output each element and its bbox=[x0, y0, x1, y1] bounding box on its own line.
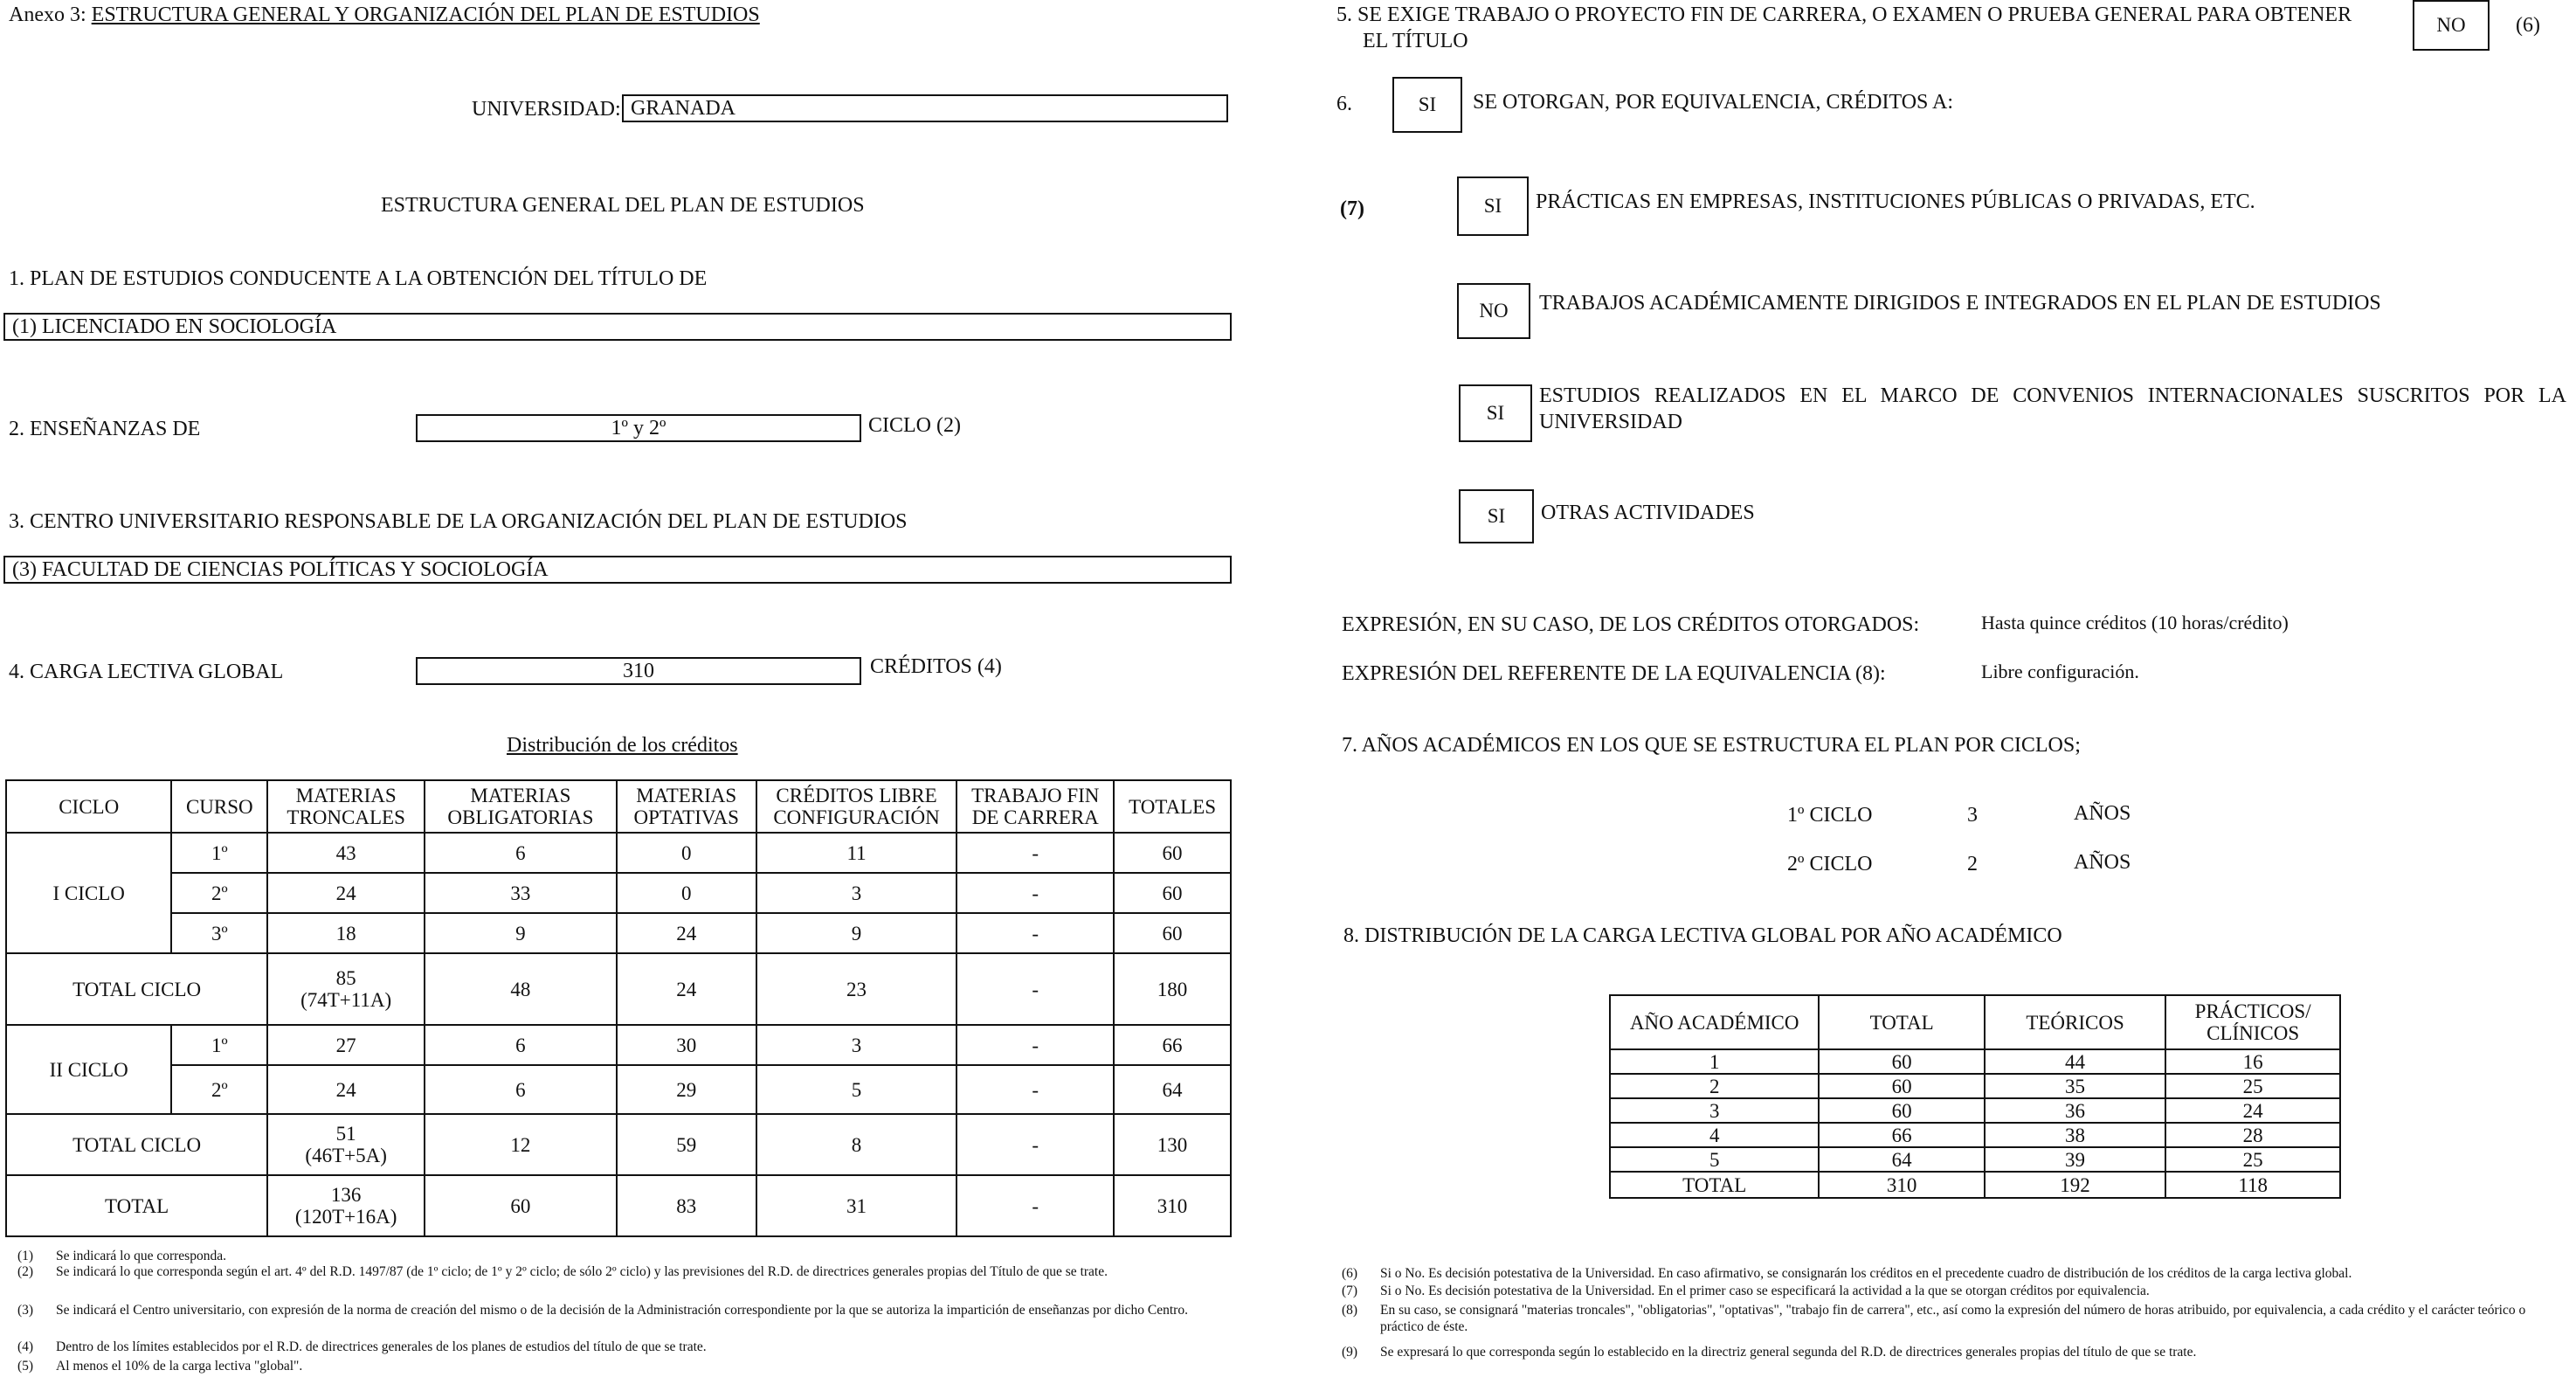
footnote-text: En su caso, se consignará "materias troncales", "obligatorias", "optativas", "trabajo fin de carrera", etc., así como la expresión del número de horas atribuido, por equivalencia, a cada crédito y el carácter teórico o práctico de éste. bbox=[1380, 1303, 2526, 1334]
item2-suffix: CICLO (2) bbox=[868, 414, 961, 437]
note-7: (7) bbox=[1340, 197, 1364, 220]
cell-obligatorias: 33 bbox=[425, 873, 617, 913]
footnote-number: (1) bbox=[17, 1249, 34, 1263]
footnote-number: (9) bbox=[1342, 1345, 1358, 1360]
cell-obligatorias: 48 bbox=[425, 953, 617, 1025]
footnote-text: Se indicará lo que corresponda según el art. 4º del R.D. 1497/87 (de 1º ciclo; de 1º y 2º ciclo; de sólo 2º ciclo) y las previsiones del R.D. de directrices generales propias del Título de que se trate. bbox=[56, 1264, 1108, 1279]
item1-label: 1. PLAN DE ESTUDIOS CONDUCENTE A LA OBTENCIÓN DEL TÍTULO DE bbox=[9, 267, 708, 290]
cell-practicos: 25 bbox=[2165, 1147, 2340, 1172]
option-label-practicas: PRÁCTICAS EN EMPRESAS, INSTITUCIONES PÚBLICAS O PRIVADAS, ETC. bbox=[1536, 190, 2255, 213]
cell-teoricos: 192 bbox=[1985, 1172, 2165, 1198]
cell-total: 66 bbox=[1819, 1123, 1984, 1147]
table-row bbox=[1610, 1049, 2340, 1074]
cell-trabajo: - bbox=[957, 1114, 1114, 1175]
year-total-row bbox=[1610, 1172, 2340, 1198]
cell-optativas: 29 bbox=[617, 1065, 756, 1114]
cell-optativas: 83 bbox=[617, 1175, 756, 1236]
item6-number: 6. bbox=[1336, 93, 1352, 115]
cell-libre: 3 bbox=[756, 873, 957, 913]
troncales-total: 136 bbox=[330, 1184, 362, 1206]
expr2-label: EXPRESIÓN DEL REFERENTE DE LA EQUIVALENCIA (8): bbox=[1342, 662, 1886, 685]
university-field: GRANADA bbox=[622, 94, 1228, 122]
cell-obligatorias: 6 bbox=[425, 1025, 617, 1065]
item5-label: 5. SE EXIGE TRABAJO O PROYECTO FIN DE CARRERA, O EXAMEN O PRUEBA GENERAL PARA OBTENER bbox=[1336, 3, 2352, 26]
footnote-number: (2) bbox=[17, 1264, 34, 1279]
cell-totales: 64 bbox=[1114, 1065, 1231, 1114]
cell-total: 310 bbox=[1819, 1172, 1984, 1198]
cell-ano: 1 bbox=[1610, 1049, 1819, 1074]
cell-libre: 3 bbox=[756, 1025, 957, 1065]
item8-label: 8. DISTRIBUCIÓN DE LA CARGA LECTIVA GLOBAL POR AÑO ACADÉMICO bbox=[1343, 924, 2062, 947]
option-box-trabajos: NO bbox=[1457, 283, 1530, 339]
cell-troncales: 18 bbox=[267, 913, 425, 953]
cell-curso: 1º bbox=[171, 1025, 267, 1065]
option-label-trabajos: TRABAJOS ACADÉMICAMENTE DIRIGIDOS E INTEGRADOS EN EL PLAN DE ESTUDIOS bbox=[1539, 292, 2381, 315]
table-row bbox=[6, 913, 1231, 953]
structure-heading: ESTRUCTURA GENERAL DEL PLAN DE ESTUDIOS bbox=[381, 194, 865, 217]
cell-libre: 31 bbox=[756, 1175, 957, 1236]
total-ciclo1-row bbox=[6, 953, 1231, 1025]
cell-total: 64 bbox=[1819, 1147, 1984, 1172]
cell-ano: TOTAL bbox=[1610, 1172, 1819, 1198]
cell-optativas: 24 bbox=[617, 953, 756, 1025]
th-optativas: MATERIAS OPTATIVAS bbox=[617, 780, 756, 833]
table-row bbox=[6, 1025, 1231, 1065]
footnote bbox=[1342, 1283, 2565, 1300]
item4-suffix: CRÉDITOS (4) bbox=[870, 655, 1002, 678]
option-box-convenios: SI bbox=[1459, 384, 1532, 442]
troncales-total: 51 bbox=[335, 1123, 356, 1145]
option-label-otras: OTRAS ACTIVIDADES bbox=[1541, 502, 1755, 524]
cell-curso: 2º bbox=[171, 873, 267, 913]
footnote-text: Si o No. Es decisión potestativa de la Universidad. En caso afirmativo, se consignarán los créditos en el precedente cuadro de distribución de los créditos de la carga lectiva global. bbox=[1380, 1266, 2352, 1281]
cell-trabajo: - bbox=[957, 833, 1114, 873]
footnote-text: Dentro de los límites establecidos por el R.D. de directrices generales de los planes de estudios del título de que se trate. bbox=[56, 1339, 707, 1354]
cell-totales: 180 bbox=[1114, 953, 1231, 1025]
cell-practicos: 24 bbox=[2165, 1098, 2340, 1123]
footnote-text: Al menos el 10% de la carga lectiva "global". bbox=[56, 1359, 303, 1374]
cell-obligatorias: 12 bbox=[425, 1114, 617, 1175]
table-row bbox=[6, 1065, 1231, 1114]
cell-totales: 66 bbox=[1114, 1025, 1231, 1065]
item5-label-cont: EL TÍTULO bbox=[1363, 30, 1468, 52]
total-ciclo-label: TOTAL CICLO bbox=[6, 953, 267, 1025]
cycle1-years: 3 bbox=[1967, 804, 1978, 827]
option-box-otras: SI bbox=[1459, 489, 1534, 543]
th-trabajo: TRABAJO FIN DE CARRERA bbox=[957, 780, 1114, 833]
th-teoricos: TEÓRICOS bbox=[1985, 995, 2165, 1049]
cell-obligatorias: 60 bbox=[425, 1175, 617, 1236]
troncales-detail: (46T+5A) bbox=[305, 1145, 387, 1166]
cell-optativas: 0 bbox=[617, 873, 756, 913]
table-row bbox=[6, 833, 1231, 873]
item4-label: 4. CARGA LECTIVA GLOBAL bbox=[9, 661, 284, 683]
cycle2-years: 2 bbox=[1967, 853, 1978, 875]
cell-libre: 11 bbox=[756, 833, 957, 873]
th-ciclo: CICLO bbox=[6, 780, 171, 833]
cell-libre: 8 bbox=[756, 1114, 957, 1175]
expr2-value: Libre configuración. bbox=[1981, 661, 2139, 682]
footnote-number: (4) bbox=[17, 1339, 34, 1354]
footnote-number: (8) bbox=[1342, 1303, 1358, 1318]
table-row bbox=[6, 873, 1231, 913]
footnote bbox=[17, 1248, 1232, 1265]
annex-label: Anexo 3: bbox=[9, 3, 86, 26]
item2-label: 2. ENSEÑANZAS DE bbox=[9, 418, 201, 440]
cell-troncales bbox=[267, 1114, 425, 1175]
item6-answer-box: SI bbox=[1392, 77, 1462, 133]
th-totales: TOTALES bbox=[1114, 780, 1231, 833]
item2-field: 1º y 2º bbox=[416, 414, 861, 442]
cell-totales: 310 bbox=[1114, 1175, 1231, 1236]
expr1-value: Hasta quince créditos (10 horas/crédito) bbox=[1981, 612, 2289, 633]
cell-curso: 2º bbox=[171, 1065, 267, 1114]
item5-note: (6) bbox=[2516, 14, 2540, 37]
footnote bbox=[1342, 1344, 2565, 1361]
footnote-text: Se indicará lo que corresponda. bbox=[56, 1249, 226, 1263]
cell-obligatorias: 6 bbox=[425, 1065, 617, 1114]
th-obligatorias: MATERIAS OBLIGATORIAS bbox=[425, 780, 617, 833]
option-box-practicas: SI bbox=[1457, 176, 1529, 236]
cell-obligatorias: 9 bbox=[425, 913, 617, 953]
cell-libre: 5 bbox=[756, 1065, 957, 1114]
cell-totales: 60 bbox=[1114, 913, 1231, 953]
footnote-text: Se indicará el Centro universitario, con expresión de la norma de creación del mismo o de la decisión de la Administración correspondiente por la que se autoriza la impartición de enseñanzas por dicho Centro. bbox=[56, 1303, 1188, 1318]
total-ciclo-label: TOTAL CICLO bbox=[6, 1114, 267, 1175]
footnote-number: (3) bbox=[17, 1303, 34, 1318]
cycle2-unit: AÑOS bbox=[2074, 851, 2131, 874]
footnote bbox=[1342, 1265, 2565, 1283]
cell-trabajo: - bbox=[957, 953, 1114, 1025]
cell-totales: 130 bbox=[1114, 1114, 1231, 1175]
footnote-number: (6) bbox=[1342, 1266, 1358, 1281]
cell-total: 60 bbox=[1819, 1098, 1984, 1123]
table-row bbox=[1610, 1123, 2340, 1147]
cell-trabajo: - bbox=[957, 913, 1114, 953]
cell-practicos: 28 bbox=[2165, 1123, 2340, 1147]
cell-trabajo: - bbox=[957, 1175, 1114, 1236]
year-table-header bbox=[1610, 995, 2340, 1049]
cell-curso: 1º bbox=[171, 833, 267, 873]
cell-total: 60 bbox=[1819, 1049, 1984, 1074]
cell-totales: 60 bbox=[1114, 873, 1231, 913]
cell-ano: 2 bbox=[1610, 1074, 1819, 1098]
cell-troncales: 24 bbox=[267, 873, 425, 913]
cell-practicos: 25 bbox=[2165, 1074, 2340, 1098]
annex-title: ESTRUCTURA GENERAL Y ORGANIZACIÓN DEL PLAN DE ESTUDIOS bbox=[91, 3, 760, 26]
cell-totales: 60 bbox=[1114, 833, 1231, 873]
ciclo1-label: I CICLO bbox=[6, 833, 171, 953]
footnote-text: Si o No. Es decisión potestativa de la Universidad. En el primer caso se especificará la actividad a la que se otorgan créditos por equivalencia. bbox=[1380, 1284, 2150, 1298]
item7-label: 7. AÑOS ACADÉMICOS EN LOS QUE SE ESTRUCTURA EL PLAN POR CICLOS; bbox=[1342, 734, 2081, 757]
cell-ano: 3 bbox=[1610, 1098, 1819, 1123]
grand-total-row bbox=[6, 1175, 1231, 1236]
cell-troncales: 43 bbox=[267, 833, 425, 873]
cell-curso: 3º bbox=[171, 913, 267, 953]
footnote bbox=[17, 1302, 1232, 1337]
distribution-title: Distribución de los créditos bbox=[507, 734, 738, 757]
footnote-number: (5) bbox=[17, 1359, 34, 1374]
item4-field: 310 bbox=[416, 657, 861, 685]
th-total: TOTAL bbox=[1819, 995, 1984, 1049]
cell-practicos: 118 bbox=[2165, 1172, 2340, 1198]
year-table bbox=[1609, 994, 2341, 1199]
th-practicos: PRÁCTICOS/ CLÍNICOS bbox=[2165, 995, 2340, 1049]
cell-troncales bbox=[267, 953, 425, 1025]
th-libre: CRÉDITOS LIBRE CONFIGURACIÓN bbox=[756, 780, 957, 833]
ciclo2-label: II CICLO bbox=[6, 1025, 171, 1114]
option-label-convenios: ESTUDIOS REALIZADOS EN EL MARCO DE CONVENIOS INTERNACIONALES SUSCRITOS POR LA UNIVERSIDAD bbox=[1539, 384, 2566, 433]
troncales-total: 85 bbox=[335, 967, 356, 989]
th-troncales: MATERIAS TRONCALES bbox=[267, 780, 425, 833]
cell-optativas: 0 bbox=[617, 833, 756, 873]
cell-obligatorias: 6 bbox=[425, 833, 617, 873]
cell-libre: 9 bbox=[756, 913, 957, 953]
footnote-number: (7) bbox=[1342, 1284, 1358, 1298]
cell-ano: 4 bbox=[1610, 1123, 1819, 1147]
cell-teoricos: 38 bbox=[1985, 1123, 2165, 1147]
item5-answer-box: NO bbox=[2413, 0, 2490, 51]
table-row bbox=[1610, 1074, 2340, 1098]
cell-teoricos: 44 bbox=[1985, 1049, 2165, 1074]
cell-trabajo: - bbox=[957, 1065, 1114, 1114]
item3-label: 3. CENTRO UNIVERSITARIO RESPONSABLE DE LA ORGANIZACIÓN DEL PLAN DE ESTUDIOS bbox=[9, 510, 908, 533]
credits-table bbox=[5, 779, 1232, 1237]
cell-teoricos: 35 bbox=[1985, 1074, 2165, 1098]
cell-optativas: 24 bbox=[617, 913, 756, 953]
cell-optativas: 30 bbox=[617, 1025, 756, 1065]
troncales-detail: (120T+16A) bbox=[294, 1206, 397, 1228]
cycle2-label: 2º CICLO bbox=[1787, 853, 1873, 875]
cell-troncales: 24 bbox=[267, 1065, 425, 1114]
cell-ano: 5 bbox=[1610, 1147, 1819, 1172]
footnote bbox=[1342, 1302, 2565, 1337]
footnote bbox=[17, 1339, 1232, 1356]
total-ciclo2-row bbox=[6, 1114, 1231, 1175]
footnote bbox=[17, 1263, 1232, 1298]
university-label: UNIVERSIDAD: bbox=[472, 98, 621, 121]
table-row bbox=[1610, 1098, 2340, 1123]
expr1-label: EXPRESIÓN, EN SU CASO, DE LOS CRÉDITOS OTORGADOS: bbox=[1342, 613, 1920, 636]
th-ano: AÑO ACADÉMICO bbox=[1610, 995, 1819, 1049]
cell-teoricos: 36 bbox=[1985, 1098, 2165, 1123]
table-row bbox=[1610, 1147, 2340, 1172]
credits-header-row bbox=[6, 780, 1231, 833]
troncales-detail: (74T+11A) bbox=[300, 989, 392, 1011]
cell-trabajo: - bbox=[957, 1025, 1114, 1065]
cell-total: 60 bbox=[1819, 1074, 1984, 1098]
cell-practicos: 16 bbox=[2165, 1049, 2340, 1074]
cell-teoricos: 39 bbox=[1985, 1147, 2165, 1172]
cell-optativas: 59 bbox=[617, 1114, 756, 1175]
item1-field: (1) LICENCIADO EN SOCIOLOGÍA bbox=[3, 313, 1232, 341]
grand-total-label: TOTAL bbox=[6, 1175, 267, 1236]
item6-label: SE OTORGAN, POR EQUIVALENCIA, CRÉDITOS A: bbox=[1473, 91, 1954, 114]
cycle1-label: 1º CICLO bbox=[1787, 804, 1873, 827]
footnote-text: Se expresará lo que corresponda según lo establecido en la directriz general segunda del R.D. de directrices generales propias del título de que se trate. bbox=[1380, 1345, 2197, 1360]
cycle1-unit: AÑOS bbox=[2074, 802, 2131, 825]
cell-libre: 23 bbox=[756, 953, 957, 1025]
item3-field: (3) FACULTAD DE CIENCIAS POLÍTICAS Y SOCIOLOGÍA bbox=[3, 556, 1232, 584]
footnote bbox=[17, 1358, 1232, 1375]
annex-header bbox=[9, 3, 760, 27]
cell-trabajo: - bbox=[957, 873, 1114, 913]
cell-troncales: 27 bbox=[267, 1025, 425, 1065]
th-curso: CURSO bbox=[171, 780, 267, 833]
cell-troncales bbox=[267, 1175, 425, 1236]
